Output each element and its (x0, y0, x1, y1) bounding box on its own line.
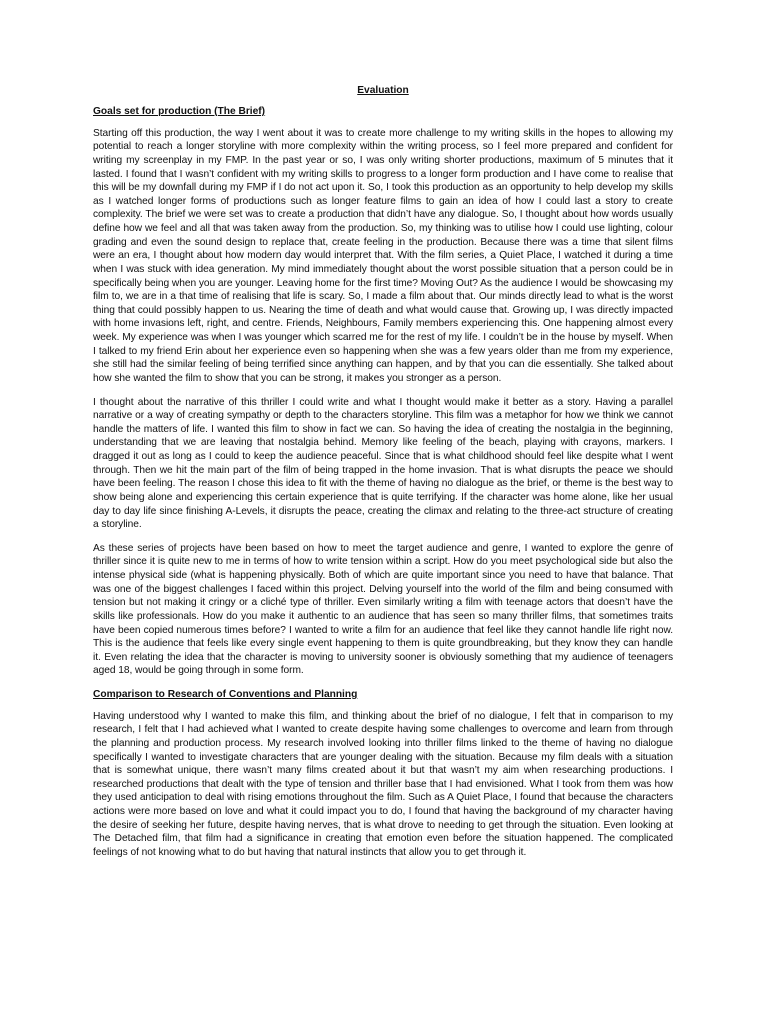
paragraph: I thought about the narrative of this thriller I could write and what I thought would make it better as a story. Having a parallel narrative or a way of creating sympathy or depth to the characters storyline. This film was a metaphor for how we think we cannot handle the matters of life. I wanted this film to show in fact we can. So having the idea of creating the nostalgia in the beginning, understanding that we are leaving that nostalgia behind. Memory like feeling of the beach, playing with crayons, markers. I dragged it out as long as I could to keep the audience peaceful. Since that is what childhood should feel like despite what I went through. Then we hit the main part of the film of being trapped in the home invasion. That is what disrupts the peace we should have been feeling. The reason I chose this idea to fit with the theme of having no dialogue as the brief, or theme is the best way to show being alone and experiencing this certain experience that is quite terrifying. If the character was home alone, like her usual day to day life since finishing A-Levels, it disrupts the peace, creating the climax and relating to the three-act structure of creating a storyline. (93, 396, 673, 531)
section-heading-comparison: Comparison to Research of Conventions and Planning (93, 689, 358, 700)
paragraph: Starting off this production, the way I went about it was to create more challenge to my writing skills in the hopes to allowing my potential to reach a longer storyline with more complexity within the writing process, so I feel more prepared and confident for writing my screenplay in my FMP. In the past year or so, I was only writing shorter productions, maximum of 5 minutes that it lasted. I found that I wasn’t confident with my writing skills to progress to a longer form production and I have come to realise that this will be my downfall during my FMP if I do not act upon it. So, I took this production as an opportunity to help develop my skills as I watched longer forms of productions such as longer feature films to gain an idea of how I could last a story to create complexity. The brief we were set was to create a production that didn’t have any dialogue. So, I thought about how words usually define how we feel and all that was taken away from the production. So, my thinking was to utilise how I could use lighting, colour grading and even the sound design to replace that, create feeling in the production. Because there was a time that silent films were an era, I thought about how modern day would interpret that. With the film series, a Quiet Place, I watched it during a time when I was stuck with idea generation. My mind immediately thought about the worst possible situation that a person could be in specifically being when you are younger. Leaving home for the first time? Moving Out? As the audience I would be showcasing my film to, we are in a that time of realising that life is scary. So, I made a film about that. Our minds directly lead to what is the worst thing that could possibly happen to us. Nearing the time of death and what would cause that. Growing up, I was directly impacted with home invasions left, right, and centre. Friends, Neighbours, Family members experiencing this. One happening almost every week. My experience was when I was younger which scarred me for the rest of my life. I couldn’t be in the house by myself. When I talked to my friend Erin about her experience even so happening when she was a few years older than me from my experience, she still had the similar feeling of being terrified since anything can happen, and by that you can die essentially. She talked about how she wanted the film to show that you can be strong, it makes you stronger as a person. (93, 127, 673, 384)
paragraph: Having understood why I wanted to make this film, and thinking about the brief of no dialogue, I felt that in comparison to my research, I felt that I had achieved what I wanted to create despite having some challenges to overcome and learn from through the planning and production process. My research involved looking into thriller films linked to the theme of having no dialogue specifically I wanted to investigate characters that are younger dealing with the situation. Because my film deals with a situation that is somewhat unique, there wasn’t many films created about it but that wasn’t my aim when researching productions. I researched productions that dealt with the type of tension and thriller base that I had envisioned. What I took from them was how they used anticipation to deal with rising emotions throughout the film. Such as A Quiet Place, I found that because the characters actions were more based on love and what it could impact you to do, I found that having the background of my character having the desire of seeking her future, despite having nerves, that is what drove to needing to get through the situation. Even looking at The Detached film, that film had a significance in creating that emotion even before the situation happened. The complicated feelings of not knowing what to do but having that natural instincts that allow you to get through it. (93, 710, 673, 858)
document-title: Evaluation (357, 85, 409, 96)
section-heading-goals: Goals set for production (The Brief) (93, 106, 266, 117)
paragraph: As these series of projects have been based on how to meet the target audience and genre, I wanted to explore the genre of thriller since it is quite new to me in terms of how to write tension within a script. How do you meet psychological side but also the intense physical side (what is happening physically. Both of which are quite important since you need to have that balance. That was one of the biggest challenges I faced within this project. Delving yourself into the world of the film and being consumed with tension but not making it cringy or a cliché type of thriller. Even similarly writing a film with teenage actors that doesn’t have the skills like professionals. How do you make it authentic to an audience that has seen so many thriller films, that sometimes traits have been copied numerous times before? I wanted to write a film for an audience that feel like they cannot handle life right now. This is the audience that feels like every single event happening to them is quite groundbreaking, but they know they can handle it. Even relating the idea that the character is moving to university sooner is obviously something that my audience of teenagers aged 18, would be going through in some form. (93, 542, 673, 677)
document-body (93, 84, 673, 870)
